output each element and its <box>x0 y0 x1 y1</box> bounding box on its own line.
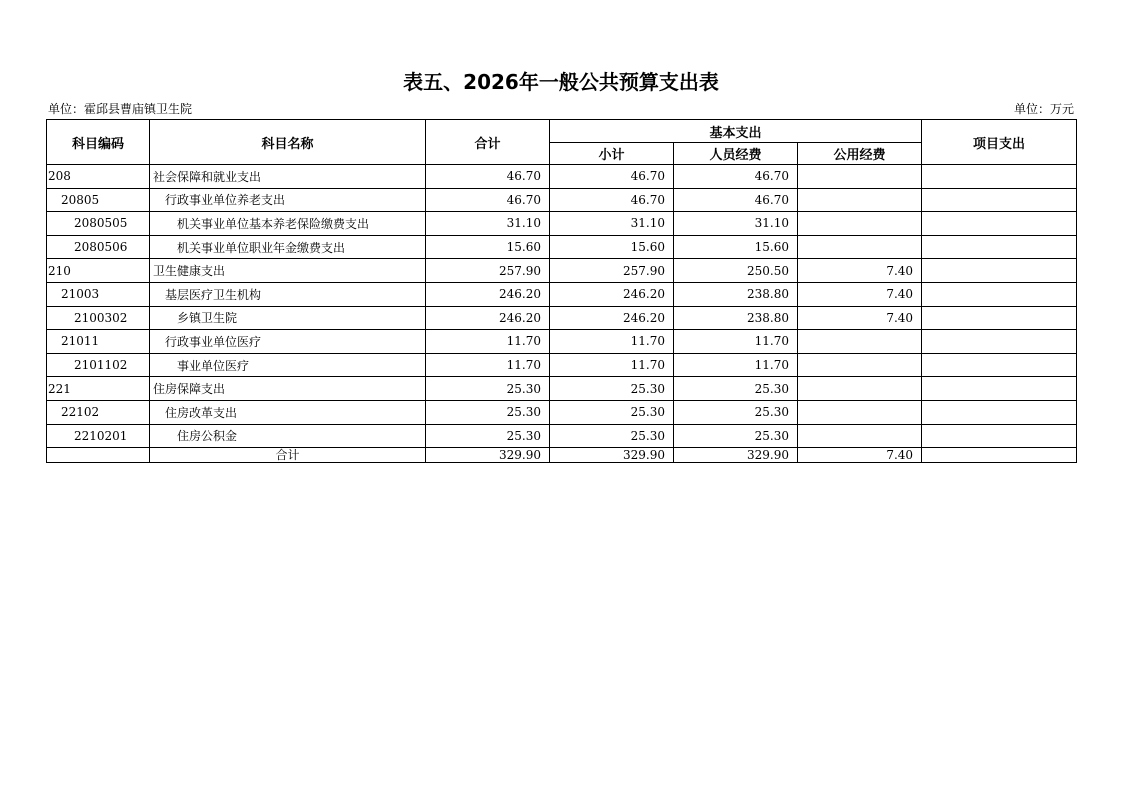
table-row <box>47 353 1077 377</box>
cell-total: 31.10 <box>426 212 550 236</box>
cell-code: 221 <box>47 377 150 401</box>
cell-code: 2080505 <box>47 212 150 236</box>
table-row <box>47 330 1077 354</box>
cell-subtotal: 329.90 <box>550 448 674 463</box>
cell-project <box>922 212 1077 236</box>
cell-personnel: 15.60 <box>674 235 798 259</box>
cell-total: 246.20 <box>426 282 550 306</box>
cell-total: 46.70 <box>426 165 550 189</box>
cell-total: 11.70 <box>426 353 550 377</box>
cell-code: 2210201 <box>47 424 150 448</box>
cell-subtotal: 11.70 <box>550 353 674 377</box>
cell-public <box>798 235 922 259</box>
cell-code: 21003 <box>47 282 150 306</box>
cell-total: 15.60 <box>426 235 550 259</box>
cell-project <box>922 306 1077 330</box>
cell-code: 210 <box>47 259 150 283</box>
cell-project <box>922 448 1077 463</box>
unit-organization: 单位：霍邱县曹庙镇卫生院 <box>48 102 193 116</box>
cell-total: 246.20 <box>426 306 550 330</box>
cell-total: 25.30 <box>426 424 550 448</box>
cell-public: 7.40 <box>798 448 922 463</box>
cell-name: 机关事业单位职业年金缴费支出 <box>150 235 426 259</box>
cell-name: 机关事业单位基本养老保险缴费支出 <box>150 212 426 236</box>
cell-personnel: 238.80 <box>674 306 798 330</box>
header-basic: 基本支出 <box>550 120 922 143</box>
cell-personnel: 11.70 <box>674 353 798 377</box>
cell-total: 257.90 <box>426 259 550 283</box>
cell-public: 7.40 <box>798 306 922 330</box>
cell-personnel: 31.10 <box>674 212 798 236</box>
cell-code: 2100302 <box>47 306 150 330</box>
cell-subtotal: 246.20 <box>550 306 674 330</box>
table-row <box>47 212 1077 236</box>
table-row <box>47 306 1077 330</box>
cell-project <box>922 400 1077 424</box>
cell-public <box>798 188 922 212</box>
cell-name: 住房保障支出 <box>150 377 426 401</box>
cell-total: 25.30 <box>426 400 550 424</box>
cell-subtotal: 257.90 <box>550 259 674 283</box>
cell-public: 7.40 <box>798 282 922 306</box>
cell-code: 20805 <box>47 188 150 212</box>
cell-personnel: 25.30 <box>674 400 798 424</box>
header-name: 科目名称 <box>150 120 426 165</box>
cell-name: 卫生健康支出 <box>150 259 426 283</box>
cell-public <box>798 330 922 354</box>
cell-code <box>47 448 150 463</box>
cell-subtotal: 25.30 <box>550 424 674 448</box>
cell-public <box>798 212 922 236</box>
cell-subtotal: 246.20 <box>550 282 674 306</box>
cell-name: 基层医疗卫生机构 <box>150 282 426 306</box>
table-row <box>47 188 1077 212</box>
cell-subtotal: 46.70 <box>550 165 674 189</box>
header-subtotal: 小计 <box>550 143 674 165</box>
cell-project <box>922 188 1077 212</box>
total-label: 合计 <box>150 448 426 463</box>
cell-personnel: 46.70 <box>674 188 798 212</box>
cell-subtotal: 25.30 <box>550 400 674 424</box>
cell-total: 11.70 <box>426 330 550 354</box>
cell-project <box>922 282 1077 306</box>
cell-personnel: 329.90 <box>674 448 798 463</box>
unit-currency: 单位：万元 <box>1013 102 1074 116</box>
cell-code: 208 <box>47 165 150 189</box>
cell-public: 7.40 <box>798 259 922 283</box>
budget-table <box>46 119 1077 463</box>
table-row <box>47 235 1077 259</box>
header-personnel: 人员经费 <box>674 143 798 165</box>
cell-personnel: 25.30 <box>674 424 798 448</box>
cell-name: 乡镇卫生院 <box>150 306 426 330</box>
header-code: 科目编码 <box>47 120 150 165</box>
cell-personnel: 46.70 <box>674 165 798 189</box>
cell-name: 社会保障和就业支出 <box>150 165 426 189</box>
table-row <box>47 377 1077 401</box>
cell-subtotal: 46.70 <box>550 188 674 212</box>
cell-name: 住房公积金 <box>150 424 426 448</box>
cell-public <box>798 400 922 424</box>
table-row <box>47 400 1077 424</box>
cell-subtotal: 31.10 <box>550 212 674 236</box>
cell-code: 21011 <box>47 330 150 354</box>
cell-project <box>922 353 1077 377</box>
total-row <box>47 448 1077 463</box>
cell-public <box>798 424 922 448</box>
cell-project <box>922 377 1077 401</box>
cell-code: 22102 <box>47 400 150 424</box>
table-row <box>47 259 1077 283</box>
cell-code: 2080506 <box>47 235 150 259</box>
cell-subtotal: 25.30 <box>550 377 674 401</box>
cell-project <box>922 330 1077 354</box>
cell-personnel: 25.30 <box>674 377 798 401</box>
cell-total: 329.90 <box>426 448 550 463</box>
table-row <box>47 282 1077 306</box>
cell-project <box>922 424 1077 448</box>
cell-project <box>922 259 1077 283</box>
cell-subtotal: 15.60 <box>550 235 674 259</box>
cell-name: 行政事业单位养老支出 <box>150 188 426 212</box>
page-title: 表五、2026年一般公共预算支出表 <box>403 70 719 94</box>
cell-total: 25.30 <box>426 377 550 401</box>
cell-name: 住房改革支出 <box>150 400 426 424</box>
cell-name: 事业单位医疗 <box>150 353 426 377</box>
cell-code: 2101102 <box>47 353 150 377</box>
cell-total: 46.70 <box>426 188 550 212</box>
header-total: 合计 <box>426 120 550 165</box>
header-public: 公用经费 <box>798 143 922 165</box>
cell-public <box>798 165 922 189</box>
cell-subtotal: 11.70 <box>550 330 674 354</box>
table-row <box>47 165 1077 189</box>
cell-public <box>798 377 922 401</box>
cell-personnel: 11.70 <box>674 330 798 354</box>
header-project: 项目支出 <box>922 120 1077 165</box>
cell-public <box>798 353 922 377</box>
cell-project <box>922 235 1077 259</box>
table-row <box>47 424 1077 448</box>
cell-project <box>922 165 1077 189</box>
cell-personnel: 238.80 <box>674 282 798 306</box>
cell-personnel: 250.50 <box>674 259 798 283</box>
cell-name: 行政事业单位医疗 <box>150 330 426 354</box>
